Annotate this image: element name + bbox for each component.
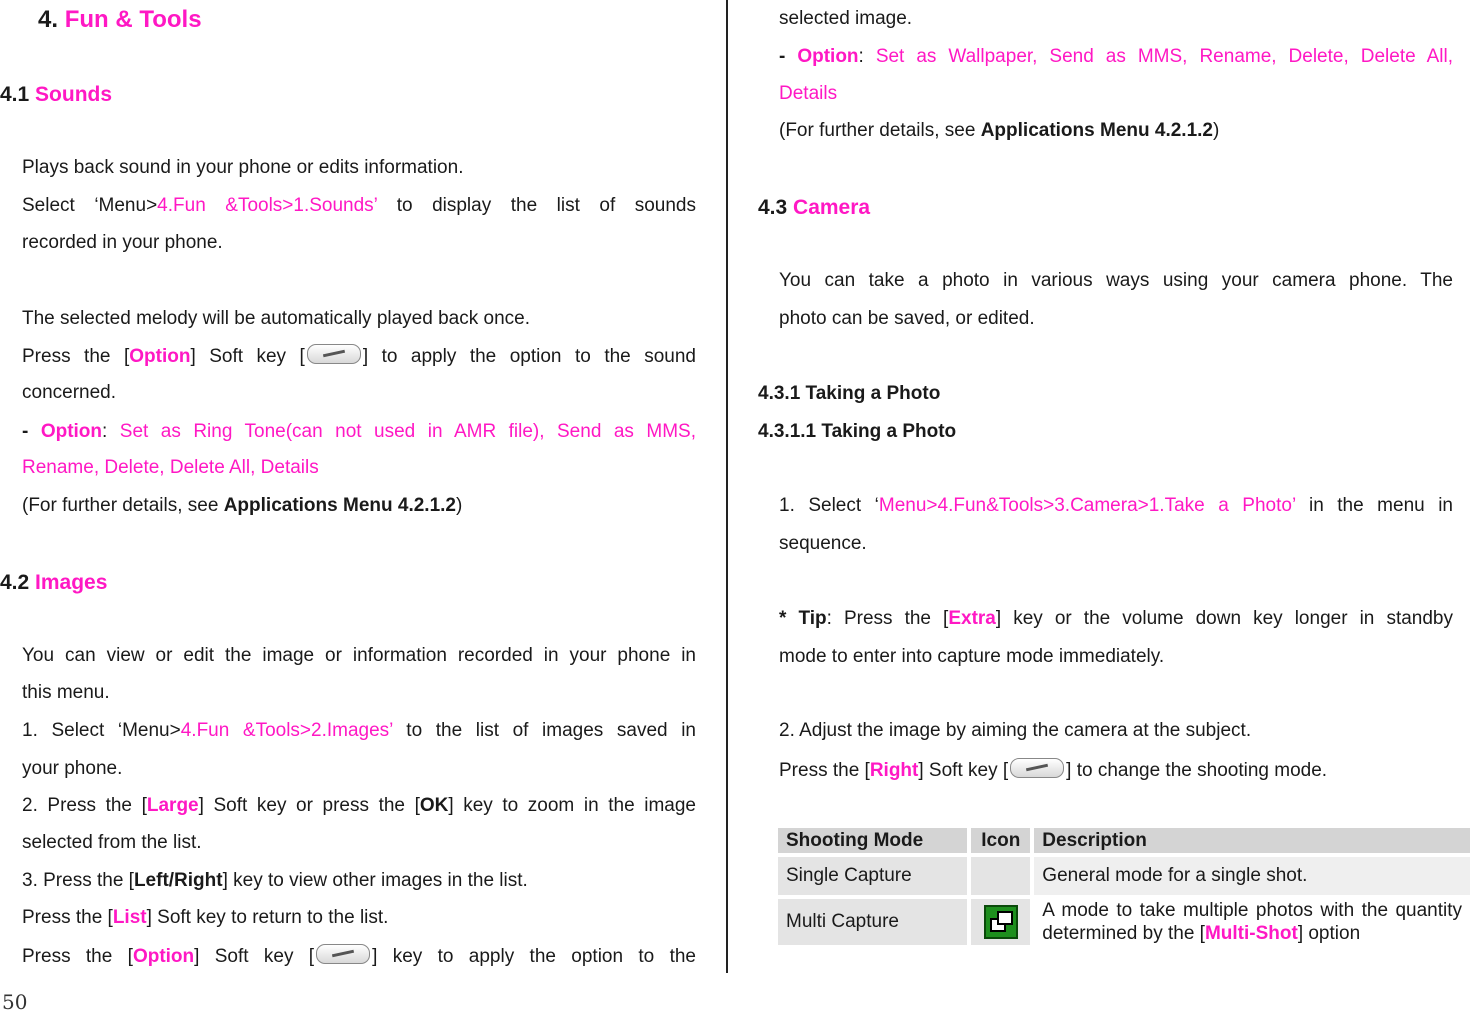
page-number: 50 — [2, 990, 28, 1014]
header-description: Description — [1034, 828, 1470, 853]
single-capture-icon-cell — [971, 857, 1030, 895]
table-header-row — [778, 828, 1470, 853]
section-heading-camera: 4.3 Camera — [758, 196, 871, 219]
images-step-3: 3. Press the [Left/Right] key to view other images in the list. — [22, 870, 528, 891]
mode-single-capture: Single Capture — [778, 857, 967, 895]
sounds-options-line: - Option: Set as Ring Tone(can not used in AMR file), Send as MMS, — [22, 421, 697, 442]
camera-step-1-cont: sequence. — [779, 533, 867, 554]
column-divider — [726, 0, 728, 973]
images-step-1-cont: your phone. — [22, 758, 123, 779]
camera-para-2: photo can be saved, or edited. — [779, 308, 1035, 329]
images-list-key: Press the [List] Soft key to return to the list. — [22, 907, 389, 928]
multi-shot-icon — [984, 905, 1018, 939]
mode-multi-capture: Multi Capture — [778, 899, 967, 945]
header-shooting-mode: Shooting Mode — [778, 828, 967, 853]
camera-step-1: 1. Select ‘Menu>4.Fun&Tools>3.Camera>1.Take a Photo’ in the menu in — [779, 495, 1453, 516]
sounds-para-2: Select ‘Menu>4.Fun &Tools>1.Sounds’ to display the list of sounds — [22, 195, 696, 216]
sounds-para-5: Press the [Option] Soft key [ ] to apply the option to the sound — [22, 346, 696, 367]
soft-key-icon — [316, 944, 370, 964]
images-reference: (For further details, see Applications Menu 4.2.1.2) — [779, 120, 1220, 141]
single-capture-description: General mode for a single shot. — [1034, 857, 1470, 895]
sounds-para-1: Plays back sound in your phone or edits information. — [22, 157, 464, 178]
subsection-heading-taking-photo: 4.3.1 Taking a Photo — [758, 383, 941, 404]
chapter-heading: 4. Fun & Tools — [38, 6, 202, 33]
camera-tip-cont: mode to enter into capture mode immediately. — [779, 646, 1165, 667]
images-option-key: Press the [Option] Soft key [ ] key to apply the option to the — [22, 946, 696, 967]
soft-key-icon — [307, 344, 361, 364]
images-step-2: 2. Press the [Large] Soft key or press the [OK] key to zoom in the image — [22, 795, 696, 816]
camera-step-2: 2. Adjust the image by aiming the camera at the subject. — [779, 720, 1252, 741]
images-para-cont: selected image. — [779, 8, 913, 29]
section-heading-images: 4.2 Images — [0, 571, 108, 594]
images-para-2: this menu. — [22, 682, 110, 703]
table-row — [778, 857, 1470, 895]
images-step-1: 1. Select ‘Menu>4.Fun &Tools>2.Images’ to the list of images saved in — [22, 720, 697, 741]
camera-step-2-key: Press the [Right] Soft key [ ] to change the shooting mode. — [779, 760, 1328, 781]
images-options-line: - Option: Set as Wallpaper, Send as MMS, Rename, Delete, Delete All, — [779, 46, 1453, 67]
multi-capture-description: A mode to take multiple photos with the quantity determined by the [Multi-Shot] option — [1042, 900, 1462, 944]
soft-key-icon — [1010, 758, 1064, 778]
images-para-1: You can view or edit the image or information recorded in your phone in — [22, 645, 696, 666]
sounds-para-4: The selected melody will be automatically played back once. — [22, 308, 530, 329]
sounds-reference: (For further details, see Applications Menu 4.2.1.2) — [22, 495, 463, 516]
sounds-para-3: recorded in your phone. — [22, 232, 223, 253]
subsubsection-heading-taking-photo: 4.3.1.1 Taking a Photo — [758, 421, 957, 442]
camera-tip: * Tip: Press the [Extra] key or the volume down key longer in standby — [779, 608, 1453, 629]
section-heading-sounds: 4.1 Sounds — [0, 83, 113, 106]
shooting-mode-table — [774, 824, 1474, 949]
multi-capture-icon-cell — [971, 899, 1030, 945]
images-options-line-2: Details — [779, 83, 838, 104]
images-step-2-cont: selected from the list. — [22, 832, 202, 853]
header-icon: Icon — [971, 828, 1030, 853]
sounds-options-line-2: Rename, Delete, Delete All, Details — [22, 457, 319, 478]
sounds-para-6: concerned. — [22, 382, 117, 403]
table-row — [778, 899, 1470, 945]
camera-para-1: You can take a photo in various ways using your camera phone. The — [779, 270, 1453, 291]
